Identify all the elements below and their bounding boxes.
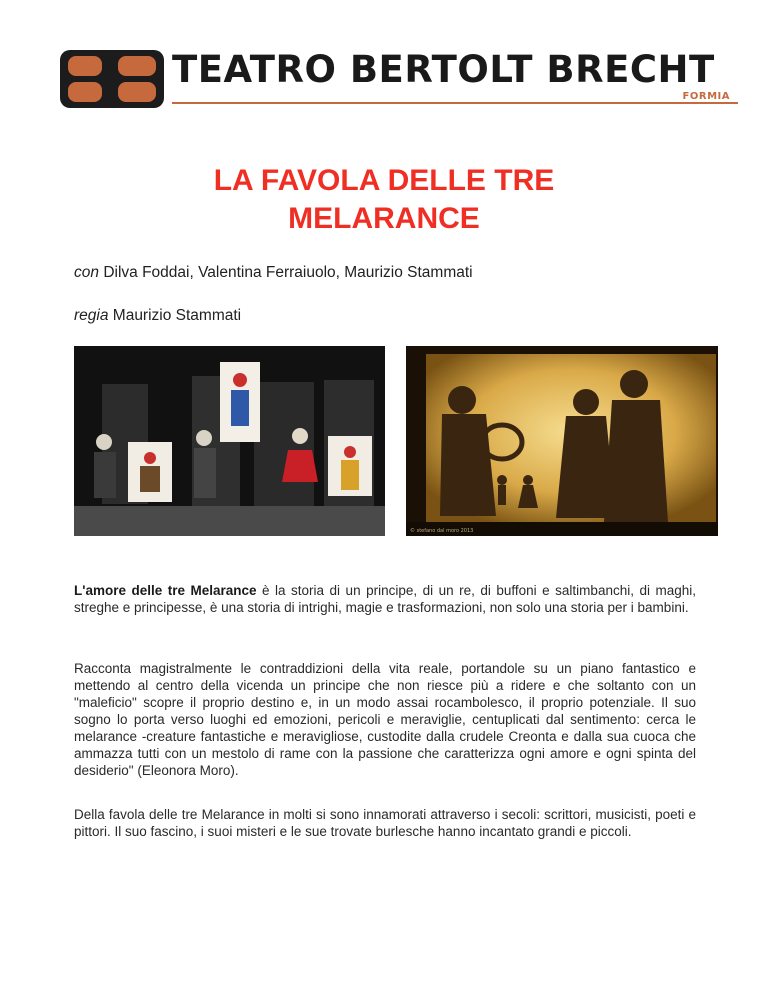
- cast-credits: [74, 264, 473, 282]
- director-name: Maurizio Stammati: [112, 307, 242, 324]
- cast-prefix: con: [74, 264, 99, 281]
- brand-city: FORMIA: [682, 91, 730, 102]
- page-header: [60, 46, 740, 110]
- page-title: [0, 162, 768, 238]
- brand-rule: [172, 102, 738, 104]
- shadow-theatre-photo: [406, 346, 718, 536]
- director-credits: [74, 307, 241, 325]
- title-line-1: LA FAVOLA DELLE TRE: [213, 164, 555, 197]
- director-prefix: regia: [74, 307, 109, 324]
- title-line-2: MELARANCE: [288, 202, 480, 235]
- intro-lead: L'amore delle tre Melarance: [74, 583, 257, 598]
- brand-name: TEATRO BERTOLT BRECHT: [172, 48, 715, 91]
- photo-credit: © stefano dal moro 2013: [410, 528, 474, 534]
- paragraph-history: Della favola delle tre Melarance in molti si sono innamorati attraverso i secoli: scrittori, musicisti, poeti e pittori. Il suo fascino, i suoi misteri e le sue trovate burlesche hanno incantato grandi e piccoli.: [74, 807, 696, 839]
- double-b-logo-icon: [60, 50, 164, 108]
- puppet-stage-photo: [74, 346, 385, 536]
- cast-names: Dilva Foddai, Valentina Ferraiuolo, Maurizio Stammati: [103, 264, 473, 281]
- paragraph-intro: [74, 582, 696, 616]
- intro-rest: è la storia di un principe, di un re, di buffoni e saltimbanchi, di maghi, streghe e principesse, è una storia di intrighi, magie e trasformazioni, non solo una storia per i bambini.: [74, 583, 696, 615]
- paragraph-story: Racconta magistralmente le contraddizioni della vita reale, portandole su un piano fantastico e mettendo al centro della vicenda un principe che non riesce più a ridere e che soltanto con un "maleficio" scopre il proprio destino e, in un modo assai rocambolesco, il proprio potenziale. Il suo sogno lo porta verso luoghi ed emozioni, pericoli e meraviglie, centuplicati dal sentimento: cerca le melarance -creature fantastiche e meravigliose, custodite dalla crudele Creonta e dalla sua cuoca che ammazza tutti con un mestolo di rame con la passione che caratterizza ogni amore e ogni spinta del desiderio" (Eleonora Moro).: [74, 661, 696, 778]
